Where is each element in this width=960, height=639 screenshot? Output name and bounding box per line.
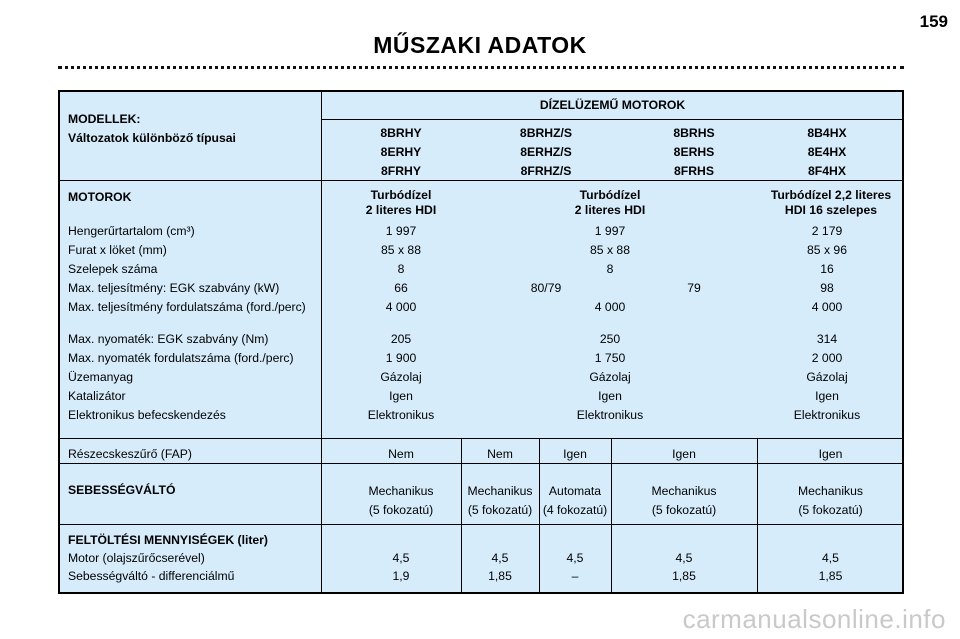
spec-value: Elektronikus — [576, 408, 644, 422]
variant-code: 8FRHZ/S — [520, 164, 572, 178]
capacity-value: 4,5 — [491, 551, 509, 565]
gearbox-value: Mechanikus — [368, 484, 434, 498]
capacity-value: 1,85 — [488, 569, 512, 583]
spec-value: 1 997 — [594, 224, 626, 238]
gearbox-value: (5 fokozatú) — [798, 503, 863, 517]
spec-label: Hengerűrtartalom (cm³) — [68, 224, 195, 238]
spec-label: Max. teljesítmény: EGK szabvány (kW) — [68, 281, 280, 295]
spec-value: 1 750 — [594, 351, 626, 365]
spec-value: 8 — [397, 262, 405, 276]
spec-value: 98 — [820, 281, 834, 295]
page-number: 159 — [919, 12, 948, 31]
models-header: MODELLEK: — [68, 112, 141, 126]
spec-value: 2 179 — [811, 224, 843, 238]
variant-code: 8FRHS — [674, 164, 714, 178]
spec-value: 85 x 96 — [807, 243, 847, 257]
variant-code: 8BRHY — [380, 126, 422, 140]
spec-label: Katalizátor — [68, 389, 126, 403]
capacity-value: 4,5 — [822, 551, 839, 565]
capacity-value: 4,5 — [392, 551, 410, 565]
variant-code: 8E4HX — [807, 145, 847, 159]
page-title: MŰSZAKI ADATOK — [373, 32, 587, 58]
engine-type: 2 literes HDI — [365, 203, 437, 217]
spec-label: Furat x löket (mm) — [68, 243, 167, 257]
fap-value: Nem — [388, 447, 414, 461]
spec-value: 4 000 — [594, 300, 626, 314]
diesel-header: DÍZELÜZEMŰ MOTOROK — [539, 98, 686, 112]
capacity-value: 1,85 — [672, 569, 696, 583]
spec-value: 314 — [816, 332, 838, 346]
spec-label: Max. nyomaték fordulatszáma (ford./perc) — [68, 351, 294, 365]
variant-code: 8ERHY — [380, 145, 422, 159]
engine-type: 2 literes HDI — [574, 203, 646, 217]
fap-value: Igen — [818, 447, 843, 461]
fap-label: Részecskeszűrő (FAP) — [68, 447, 192, 461]
gearbox-value: Mechanikus — [467, 484, 533, 498]
variant-code: 8ERHZ/S — [520, 145, 572, 159]
engine-type: Turbódízel 2,2 literes — [770, 188, 892, 202]
fap-value: Nem — [487, 447, 513, 461]
spec-label: Max. nyomaték: EGK szabvány (Nm) — [68, 332, 269, 346]
spec-value: 66 — [394, 281, 408, 295]
spec-label: Elektronikus befecskendezés — [68, 408, 226, 422]
spec-value: Igen — [389, 389, 413, 403]
gearbox-value: (5 fokozatú) — [651, 503, 717, 517]
spec-value: Elektronikus — [793, 408, 861, 422]
variant-code: 8B4HX — [807, 126, 847, 140]
spec-value: 205 — [390, 332, 412, 346]
capacity-value: 1,85 — [818, 569, 843, 583]
gearbox-value: Automata — [548, 484, 602, 498]
gearbox-value: (5 fokozatú) — [368, 503, 434, 517]
spec-value: 85 x 88 — [381, 243, 421, 257]
variants-header: Változatok különböző típusai — [68, 131, 236, 145]
spec-value: 16 — [820, 262, 834, 276]
specs-table — [58, 90, 904, 594]
capacity-label: Motor (olajszűrőcserével) — [68, 551, 205, 565]
variant-code: 8FRHY — [381, 164, 421, 178]
spec-label: Max. teljesítmény fordulatszáma (ford./perc) — [68, 300, 306, 314]
spec-value: 4 000 — [811, 300, 843, 314]
spec-value: Igen — [815, 389, 839, 403]
gearbox-value: (4 fokozatú) — [542, 503, 608, 517]
engines-header: MOTOROK — [68, 190, 132, 204]
spec-value: 1 997 — [385, 224, 417, 238]
spec-value: 80/79 — [530, 281, 562, 295]
fap-value: Igen — [563, 447, 587, 461]
spec-value: Gázolaj — [806, 370, 848, 384]
capacity-label: Sebességváltó - differenciálmű — [68, 569, 235, 583]
grid-line — [321, 92, 322, 592]
spec-value: Gázolaj — [380, 370, 422, 384]
grid-line — [321, 119, 904, 120]
grid-line — [60, 438, 904, 439]
engine-type: Turbódízel — [579, 188, 641, 202]
gearbox-label: SEBESSÉGVÁLTÓ — [68, 483, 176, 497]
variant-code: 8BRHZ/S — [519, 126, 573, 140]
dotted-divider — [58, 66, 904, 69]
engine-type: Turbódízel — [370, 188, 432, 202]
capacity-value: 1,9 — [392, 569, 410, 583]
watermark: carmanualsonline.info — [682, 604, 946, 634]
variant-code: 8BRHS — [673, 126, 715, 140]
capacity-value: 4,5 — [566, 551, 584, 565]
gearbox-value: Mechanikus — [651, 484, 717, 498]
spec-label: Szelepek száma — [68, 262, 158, 276]
capacity-value: – — [571, 569, 579, 583]
grid-line — [60, 524, 904, 525]
spec-label: Üzemanyag — [68, 370, 134, 384]
spec-value: 85 x 88 — [590, 243, 630, 257]
variant-code: 8F4HX — [808, 164, 846, 178]
gearbox-value: Mechanikus — [797, 484, 864, 498]
spec-value: 250 — [599, 332, 621, 346]
spec-value: 79 — [687, 281, 701, 295]
spec-value: Elektronikus — [367, 408, 435, 422]
engine-type: HDI 16 szelepes — [784, 203, 878, 217]
spec-value: 2 000 — [811, 351, 843, 365]
spec-value: 1 900 — [385, 351, 417, 365]
spec-value: 8 — [606, 262, 614, 276]
capacity-value: 4,5 — [675, 551, 693, 565]
spec-value: Igen — [598, 389, 622, 403]
capacities-header: FELTÖLTÉSI MENNYISÉGEK (liter) — [68, 533, 268, 547]
variant-code: 8ERHS — [673, 145, 715, 159]
spec-value: Gázolaj — [589, 370, 631, 384]
spec-value: 4 000 — [385, 300, 417, 314]
gearbox-value: (5 fokozatú) — [467, 503, 533, 517]
fap-value: Igen — [672, 447, 696, 461]
